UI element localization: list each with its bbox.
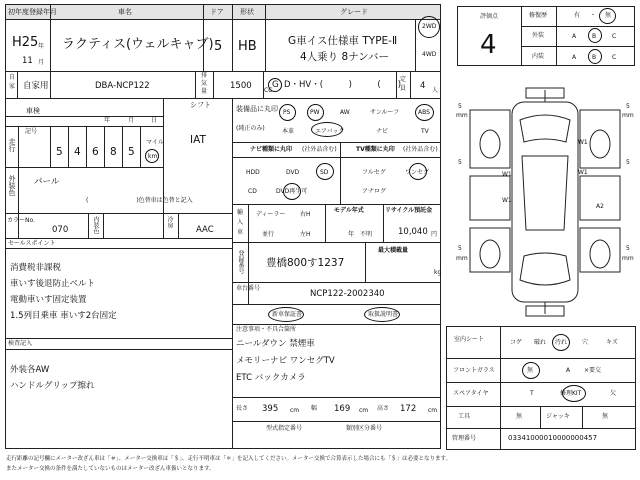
spare-item: T bbox=[530, 390, 534, 397]
diag-unit: mm bbox=[622, 255, 634, 262]
sales-point: 電動車いす固定装置 bbox=[10, 295, 87, 305]
displacement-label3: 量 bbox=[201, 88, 208, 95]
spare-item: 欠 bbox=[610, 390, 617, 397]
new-warranty-label: 新車保証書 bbox=[272, 311, 303, 318]
grade-line2: 4人乗り 8ナンバー bbox=[300, 51, 389, 63]
length-label: 長さ bbox=[236, 405, 249, 412]
color-note: ( )色替車は色替と記入 bbox=[86, 197, 193, 204]
room-item: キズ bbox=[606, 339, 618, 346]
capacity-label1: 定 bbox=[400, 76, 407, 83]
mgmt-value: 03341000010000000457 bbox=[508, 434, 598, 442]
interior-c: C bbox=[612, 54, 617, 61]
drive-4wd: 4WD bbox=[422, 51, 437, 58]
equip-ps: PS bbox=[283, 109, 291, 116]
spare-label: スペアタイヤ bbox=[453, 390, 489, 397]
exterior-color-value: パール bbox=[34, 177, 60, 187]
model-label: 車名 bbox=[118, 8, 132, 16]
first-reg-year: H25 bbox=[12, 35, 39, 50]
drive-2wd: 2WD bbox=[422, 23, 437, 30]
diag-mark: W1 bbox=[502, 197, 512, 204]
import-label3: 車 bbox=[237, 229, 244, 236]
diag-mark: 5 bbox=[458, 103, 462, 110]
length-unit: cm bbox=[290, 407, 300, 414]
notes-label: 注意事項・不具合箇所 bbox=[236, 326, 297, 333]
diag-mark: 5 bbox=[626, 245, 630, 252]
note-item: ニールダウン 禁煙車 bbox=[236, 339, 315, 349]
capacity-label2: 員 bbox=[400, 85, 407, 92]
displacement-label1: 排 bbox=[201, 72, 208, 79]
diag-mark: 5 bbox=[626, 103, 630, 110]
first-reg-label: 初年度登録年月 bbox=[8, 8, 57, 16]
windshield-item: A bbox=[566, 367, 571, 374]
equipment-label: 装備品に丸印 bbox=[236, 105, 278, 113]
grade-score-value: 4 bbox=[480, 30, 497, 60]
exterior-a: A bbox=[572, 33, 577, 40]
mileage-label: 走行 bbox=[8, 138, 16, 152]
interior-a: A bbox=[572, 54, 577, 61]
parallel-label: 並行 bbox=[262, 231, 275, 238]
chassis-value: NCP122-2002340 bbox=[310, 289, 385, 299]
equip-tv: TV bbox=[421, 128, 429, 135]
note-item: ETC バックカメラ bbox=[236, 373, 306, 383]
mileage-km: km bbox=[148, 153, 158, 160]
class-label: 類別区分番号 bbox=[346, 425, 383, 432]
use-label1: 自 bbox=[9, 74, 16, 81]
equip-pw: PW bbox=[310, 109, 320, 116]
sales-points-label: セールスポイント bbox=[8, 240, 56, 247]
shift-value: IAT bbox=[190, 134, 206, 146]
shape-value: HB bbox=[238, 39, 257, 54]
grade-score-label: 評価点 bbox=[480, 13, 499, 20]
doors-value: 5 bbox=[214, 39, 223, 54]
navi-cd: CD bbox=[248, 188, 257, 195]
type-value: DBA-NCP122 bbox=[95, 81, 150, 91]
height-value: 172 bbox=[400, 404, 417, 414]
displacement-label2: 気 bbox=[201, 80, 208, 87]
diag-mark: A2 bbox=[596, 203, 604, 210]
windshield-item: 無 bbox=[527, 367, 534, 374]
mgmt-label: 管理番号 bbox=[452, 435, 477, 442]
sales-point: 1.5列目乗車 車いす2台固定 bbox=[10, 311, 117, 321]
manual-label: 取扱説明書 bbox=[368, 311, 399, 318]
exterior-c: C bbox=[612, 33, 617, 40]
diag-unit: mm bbox=[622, 112, 634, 119]
capacity-unit: 人 bbox=[432, 87, 439, 94]
shape-label: 形状 bbox=[240, 8, 254, 16]
navi-dvd: DVD bbox=[286, 169, 300, 176]
tv-analog: アナログ bbox=[362, 188, 387, 195]
equipment-sub: (純正のみ) bbox=[236, 125, 265, 132]
left-hand-label: 左H bbox=[300, 231, 311, 238]
grade-line1: G車イス仕様車 TYPE-Ⅱ bbox=[288, 35, 398, 47]
height-unit: cm bbox=[428, 407, 438, 414]
year-unit: 年 bbox=[38, 43, 45, 50]
mileage-digit-4: 8 bbox=[110, 146, 117, 158]
tools-value: 無 bbox=[516, 413, 523, 420]
plate-value: 豊橋800す1237 bbox=[266, 257, 345, 269]
color-no-label: カラーNo. bbox=[7, 217, 35, 224]
interior-color-label: 内装色 bbox=[92, 216, 99, 234]
room-item: 汚れ bbox=[555, 339, 568, 346]
exterior-b: B bbox=[592, 33, 597, 40]
type-designation-label: 型式指定番号 bbox=[266, 425, 303, 432]
inspection-year: 年 bbox=[104, 117, 111, 124]
right-hand-label: 右H bbox=[300, 211, 311, 218]
inspection-day: 日 bbox=[151, 117, 158, 124]
vehicle-damage-diagram bbox=[446, 80, 638, 320]
sales-point: 消費税非課税 bbox=[10, 263, 62, 273]
grade-label: グレード bbox=[340, 8, 368, 16]
mileage-record-label: 記号 bbox=[25, 128, 38, 135]
capacity-value: 4 bbox=[420, 81, 426, 91]
inspector-note: ハンドルグリップ擦れ bbox=[10, 381, 95, 391]
room-item: 穴 bbox=[582, 339, 589, 346]
dealer-label: ディーラー bbox=[256, 211, 286, 218]
inspection-month: 月 bbox=[128, 117, 135, 124]
mileage-digit-3: 6 bbox=[92, 146, 99, 158]
footer-line1: 走行距離の記号欄にメーター改ざん車は「＃」、メーター交換車は「＄」、走行不明車は「＊」を記入してください。メーター交換で合算表示した場合にも「＄」は必要となります。 bbox=[6, 456, 452, 462]
displacement-value: 1500 bbox=[230, 81, 252, 91]
fuel-rest: D・HV・( ) ( ) bbox=[284, 80, 402, 90]
diag-mark: W1 bbox=[578, 169, 588, 176]
recycle-unit: 円 bbox=[431, 231, 438, 238]
recycle-label: リサイクル預託金 bbox=[385, 207, 433, 214]
month-unit: 月 bbox=[38, 59, 45, 66]
footer-line2: またメーター交換の条件を満たしていないものはメーター改ざん車扱いとなります。 bbox=[6, 466, 215, 472]
navi-sd: SD bbox=[320, 169, 329, 176]
width-label: 幅 bbox=[311, 405, 318, 412]
equip-sunroof: サンルーフ bbox=[370, 109, 400, 116]
room-item: コゲ bbox=[510, 339, 523, 346]
diag-mark: W1 bbox=[578, 139, 588, 146]
import-label2: 入 bbox=[237, 219, 244, 226]
mileage-digit-5: 5 bbox=[128, 146, 135, 158]
exterior-color-label: 外装色 bbox=[8, 175, 16, 196]
equip-leather: 本革 bbox=[282, 128, 295, 135]
inspection-label: 車検 bbox=[26, 107, 40, 115]
navi-dvd-play: DVD再生可 bbox=[276, 188, 308, 195]
navi-hdd: HDD bbox=[246, 169, 260, 176]
repair-dot: ・ bbox=[590, 12, 597, 19]
diag-mark: 5 bbox=[626, 159, 630, 166]
inspector-notes-label: 検査記入 bbox=[8, 340, 33, 347]
diag-mark: 5 bbox=[458, 245, 462, 252]
sales-point: 車いす後退防止ベルト bbox=[10, 279, 96, 289]
ac-value: AAC bbox=[196, 225, 214, 235]
doors-label: ドア bbox=[210, 8, 224, 16]
shift-label: シフト bbox=[190, 101, 211, 109]
mileage-digit-2: 4 bbox=[74, 146, 81, 158]
mileage-digit-1: 5 bbox=[56, 146, 63, 158]
inspector-note: 外装各AW bbox=[10, 365, 50, 375]
model-year-label: モデル年式 bbox=[334, 207, 364, 214]
tv-sub: (社外品含む) bbox=[403, 146, 438, 153]
recycle-value: 10,040 bbox=[398, 227, 428, 237]
width-value: 169 bbox=[334, 404, 351, 414]
room-item: 破れ bbox=[534, 339, 547, 346]
height-label: 高さ bbox=[377, 405, 390, 412]
mileage-miles: マイル bbox=[146, 139, 164, 146]
diag-unit: mm bbox=[456, 255, 468, 262]
equip-aw: AW bbox=[340, 109, 350, 116]
use-value: 自家用 bbox=[23, 81, 49, 91]
jack-label: ジャッキ bbox=[546, 413, 570, 420]
import-label1: 輸 bbox=[237, 209, 244, 216]
equip-abs: ABS bbox=[418, 109, 430, 116]
equip-navi: ナビ bbox=[376, 128, 389, 135]
model-year-value: 年 不明 bbox=[348, 231, 373, 238]
windshield-label: フロントガラス bbox=[453, 367, 495, 374]
interior-b: B bbox=[592, 54, 597, 61]
plate-label: 登録番号 bbox=[237, 250, 244, 274]
tv-oneseg: ワンセグ bbox=[405, 169, 430, 176]
navi-sub: (社外品含む) bbox=[302, 146, 337, 153]
max-load-unit: kg bbox=[434, 269, 442, 276]
model-value: ラクティス(ウェルキャブ) bbox=[62, 37, 214, 52]
displacement-unit: CC bbox=[264, 87, 273, 94]
tv-fullseg: フルセグ bbox=[362, 169, 386, 176]
chassis-label: 車台番号 bbox=[236, 285, 261, 292]
tv-label: TV種類に丸印 bbox=[356, 146, 395, 153]
interior-label: 内装 bbox=[532, 53, 545, 60]
jack-value: 無 bbox=[602, 413, 609, 420]
repair-no: 無 bbox=[605, 12, 612, 19]
note-item: メモリーナビ ワンセグTV bbox=[236, 356, 335, 366]
length-value: 395 bbox=[262, 404, 279, 414]
use-label2: 家 bbox=[9, 83, 16, 90]
spare-item: 修理KIT bbox=[560, 390, 582, 397]
color-no-value: 070 bbox=[52, 225, 69, 235]
diag-unit: mm bbox=[456, 112, 468, 119]
room-label: 室内シート bbox=[454, 336, 485, 343]
exterior-label: 外装 bbox=[532, 32, 545, 39]
repair-yes: 有 bbox=[574, 12, 581, 19]
diag-mark: 5 bbox=[458, 159, 462, 166]
max-load-label: 最大積載量 bbox=[378, 247, 409, 254]
repair-label: 修復歴 bbox=[529, 12, 548, 19]
navi-label: ナビ種類に丸印 bbox=[250, 146, 293, 153]
first-reg-month: 11 bbox=[22, 56, 33, 66]
width-unit: cm bbox=[359, 407, 369, 414]
ac-label: 冷房 bbox=[166, 216, 173, 228]
fuel-g: G bbox=[272, 80, 279, 90]
tools-label: 工具 bbox=[458, 413, 471, 420]
windshield-item: ×要交 bbox=[584, 367, 602, 374]
diag-mark: W1 bbox=[502, 171, 512, 178]
equip-airbag: エアバック bbox=[315, 128, 345, 135]
